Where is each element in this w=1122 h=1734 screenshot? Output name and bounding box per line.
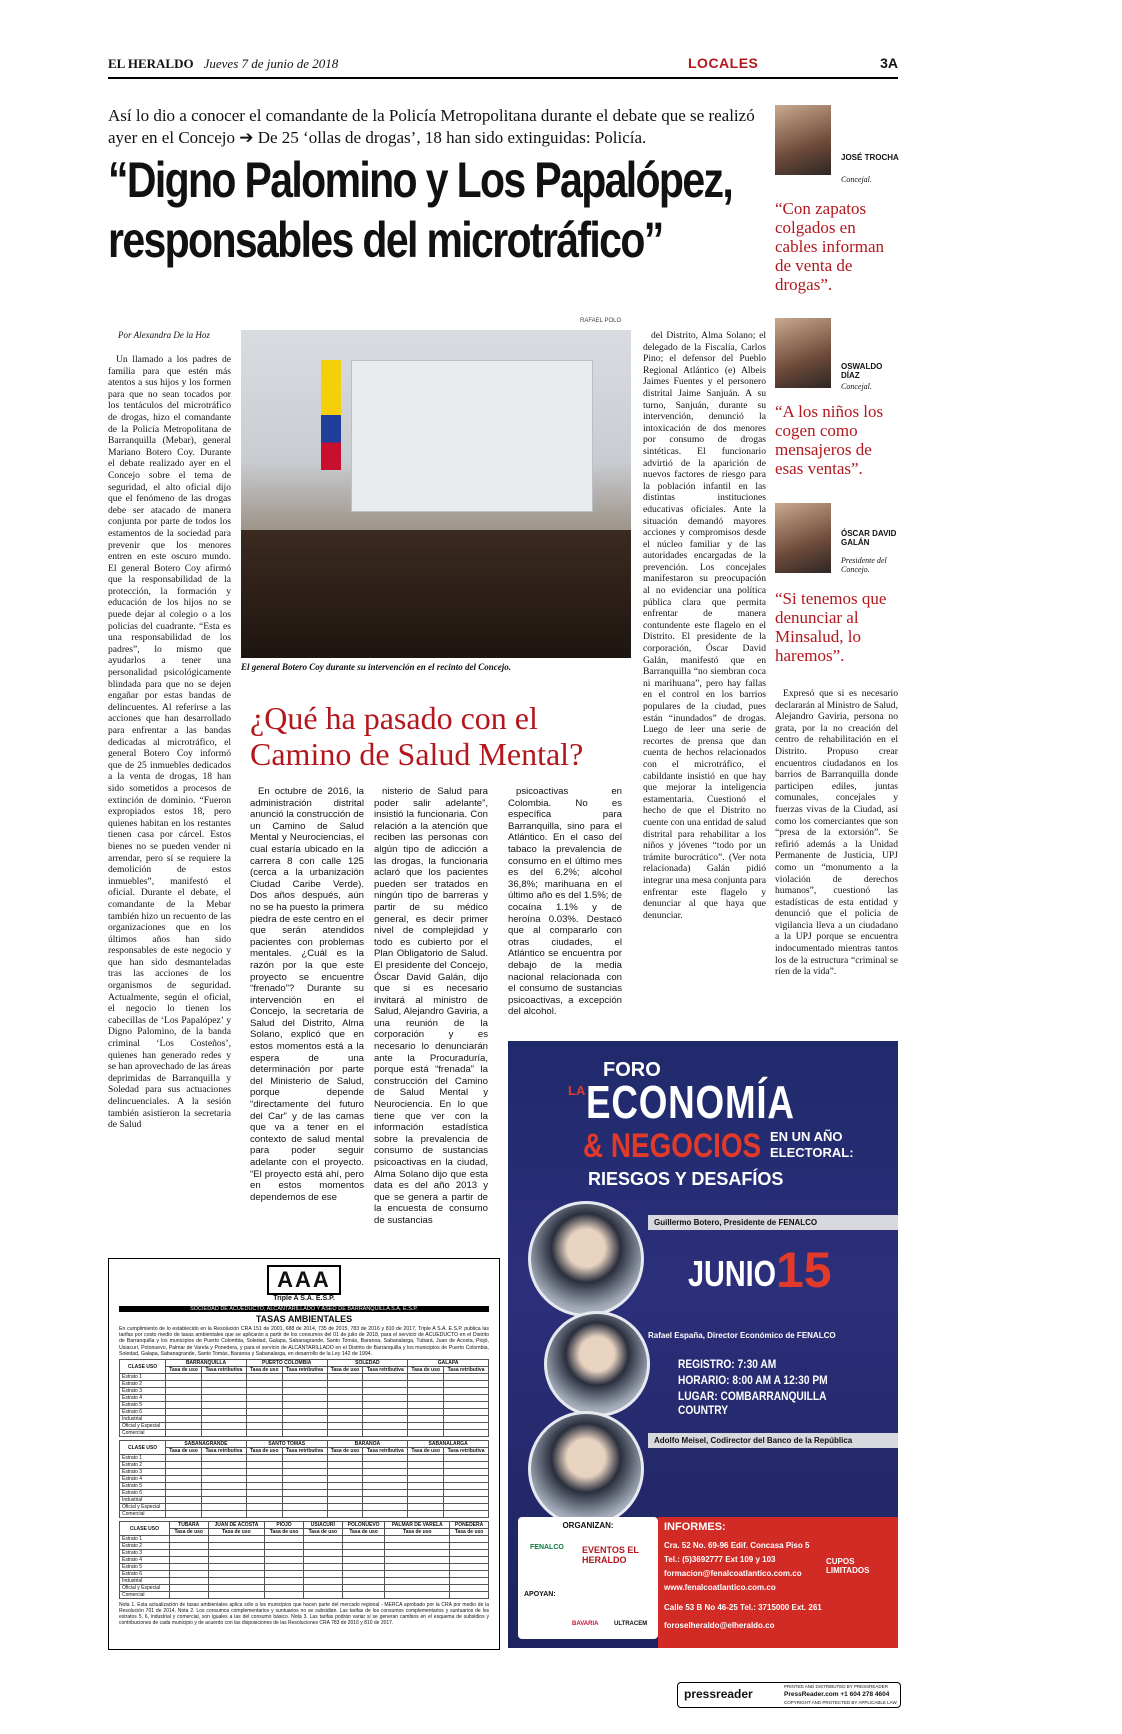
sub-column-2: nisterio de Salud para poder salir adelante”, insistió la funcionaria. Con relación a la atención que reciben las personas con algún tipo de adicción a las drogas, la funcionaria aclaró que los pacientes pueden ser tratados en ningún tipo de barreras y partir de su médico general, es decir primer nivel de complejidad y todo es cubierto por el Plan Obligatorio de Salud. El presidente del Concejo, Óscar David Galán, dijo que si es necesario invitará al ministro de Salud, Alejandro Gaviria, a una reunión de la corporación y es necesario lo denunciarán ante la Procuraduría, porque está “frenada” la construcción del Camino de Salud Mental y Neurociencia. En lo que tiene que ver con la información estadística sobre la prevalencia de consumo de sustancias psicoactivas en la ciudad, Alma Solano dijo que esta data es del año 2013 y que se genera a partir de la encuesta de consumo de sustancias — [374, 786, 488, 1226]
pull-quote: “A los niños los cogen como mensajeros de esas ventas”. — [775, 402, 884, 478]
speaker-photo-1 — [528, 1201, 644, 1317]
photo-caption: El general Botero Coy durante su intervención en el recinto del Concejo. — [241, 662, 511, 672]
tariff-table: CLASE USO TUBARÁ JUAN DE ACOSTA PIOJÓ USIACURÍ POLONUEVO PALMAR DE VARELA PONEDERA Tasa de uso Tasa de uso Tasa de uso Tasa de uso Tasa de uso Tasa de uso Tasa de uso Estrato 1 Estrato 2 Estrato 3 Estrato 4 Estrato 5 Estrato 6 Industrial Oficial y Especial Comercial — [119, 1521, 489, 1599]
informes-box: INFORMES: Cra. 52 No. 69-96 Edif. Concasa Piso 5 Tel.: (5)3692777 Ext 109 y 103 formacion@fenalcoatlantico.com.co www.fenalcoatlantico.com.co CUPOS LIMITADOS Calle 53 B No 46-25 Tel.: 3715000 Ext. 261 foroselheraldo@elheraldo.co — [658, 1517, 898, 1648]
masthead — [108, 55, 898, 79]
issue-date: Jueves 7 de junio de 2018 — [203, 56, 339, 71]
ad-la: LA — [568, 1083, 586, 1098]
ad-day: 15 — [776, 1242, 832, 1298]
eventos-logo: EVENTOS EL HERALDO — [582, 1545, 639, 1565]
kicker-part2: De 25 ‘ollas de drogas’, 18 han sido extinguidas: Policía. — [257, 128, 647, 147]
speaker-photo-2 — [544, 1311, 650, 1417]
ad-foro: FORO — [603, 1059, 661, 1081]
projection-screen — [351, 360, 593, 512]
notice-note: Nota 1. Esta actualización de tasas ambientales aplica sólo a los municipios que hacen parte del mercado regional - MERCA aprobado por la CRA por medio de la Resolución 701 de 2014. Nota 2. Los consumos complementarios y suntuarios no se subsidian. Las tarifas de los consumos complementarios y suntuarios de los estratos 5, 6, industrial y comercial, son iguales a las del consumo básico. Nota 3. Las tarifas podrán variar si se generan cambios en el esquema de subsidios y contribuciones de cada municipio y de acuerdo con las disposiciones de las Resoluciones CRA 783 de 2016 y 810 de 2017. — [119, 1602, 489, 1627]
council-photo — [241, 330, 631, 658]
fenalco-logo: FENALCO — [530, 1544, 564, 1551]
tariff-table: CLASE USO SABANAGRANDE SANTO TOMÁS BARANOA SABANALARGA Tasa de uso Tasa retributiva Tasa de uso Tasa retributiva Tasa de uso Tasa retributiva Tasa de uso Tasa retributiva Estrato 1 Estrato 2 Estrato 3 Estrato 4 Estrato 5 Estrato 6 Industrial Oficial y Especial Comercial — [119, 1440, 489, 1518]
triple-a-logo: AAA Triple A S.A. E.S.P. — [109, 1265, 499, 1302]
speaker-1: Guillermo Botero, Presidente de FENALCO — [648, 1215, 898, 1230]
ad-en-un-ano: EN UN AÑO — [770, 1129, 843, 1144]
kicker-part1: Así lo dio a conocer el comandante de la Policía Metropolitana durante el debate que se realizó ayer en el Concejo — [108, 106, 755, 147]
sub-column-1: En octubre de 2016, la administración distrital anunció la construcción de un Camino de Salud Mental y Neurociencias, el cual estaría ubicado en la carrera 8 con calle 125 (cerca a la urbanización Ciudad Caribe Verde). Dos años después, aún no se ha puesto la primera piedra de este centro en el que serán atendidos pacientes con problemas mentales. ¿Cuál es la razón por la que este proyecto se encuentre “frenado”? Durante su intervención en el Concejo, la secretaria de Salud del Distrito, Alma Solano, explicó que en estos momentos está a la espera de una determinación por parte del Ministerio de Salud, porque depende “directamente del futuro del Car” y de las camas que va a tener en el contexto de salud mental para poder seguir adelante con el proyecto. “El proyecto está ahí, pero en estos momentos dependemos de ese — [250, 786, 364, 1203]
subhead-title: ¿Qué ha pasado con el Camino de Salud Mental? — [250, 700, 584, 772]
bavaria-logo: BAVARIA — [572, 1621, 599, 1627]
person-name: JOSÉ TROCHA — [841, 153, 899, 162]
tariff-tables — [119, 1359, 489, 1599]
person-name: OSWALDO DÍAZ — [841, 362, 883, 380]
portrait-photo — [775, 318, 831, 388]
pressreader-logo: pressreader — [684, 1687, 753, 1701]
ad-registro: REGISTRO: 7:30 AM — [678, 1357, 777, 1371]
ad-lugar: LUGAR: COMBARRANQUILLA COUNTRY — [678, 1389, 827, 1417]
sponsors-box: ORGANIZAN: FENALCO EVENTOS EL HERALDO APOYAN: BAVARIA ULTRACEM — [518, 1517, 658, 1639]
sidebar-person-trocha — [775, 105, 910, 294]
ad-economia: ECONOMÍA — [586, 1076, 795, 1128]
person-name: ÓSCAR DAVID GALÁN — [841, 529, 897, 547]
article-column-3: Expresó que si es necesario declararán al Ministro de Salud, Alejandro Gaviria, persona no grata, por la no creación del centro de rehabilitación en el Distrito. Propuso crear encuentros ciudadanos en los barrios de Barranquilla donde participen ediles, juntas comunales, concejales y fuerzas vivas de la Ciudad, así como los comerciantes que son “presa de la extorsión”. Se refirió además a la Unidad Permanente de Justicia, UPJ como un “monumento a la violación de derechos humanos”, cuestionó las estadísticas de esta entidad y denunció que el policía de vigilancia lleva a un ciudadano a la UPJ porque se encuentra indocumentado mientras tantos los de la estructura “criminal se ríen de la vida”. — [775, 688, 898, 978]
person-role: Concejal. — [841, 175, 872, 184]
pressreader-footer[interactable]: pressreader PRINTED AND DISTRIBUTED BY PRESSREADER PressReader.com +1 604 278 4604 COPYRIGHT AND PROTECTED BY APPLICABLE LAW — [677, 1682, 901, 1708]
photo-credit: RAFAEL POLO — [580, 318, 622, 324]
speaker-3: Adolfo Meisel, Codirector del Banco de la República — [648, 1433, 898, 1448]
section-name: LOCALES — [688, 55, 759, 71]
tariff-table: CLASE USO BARRANQUILLA PUERTO COLOMBIA SOLEDAD GALAPA Tasa de uso Tasa retributiva Tasa de uso Tasa retributiva Tasa de uso Tasa retributiva Tasa de uso Tasa retributiva Estrato 1 Estrato 2 Estrato 3 Estrato 4 Estrato 5 Estrato 6 Industrial Oficial y Especial Comercial — [119, 1359, 489, 1437]
sidebar-person-galan — [775, 503, 910, 665]
pull-quote: “Con zapatos colgados en cables informan de venta de drogas”. — [775, 199, 885, 294]
ad-month: JUNIO — [688, 1253, 777, 1294]
ad-riesgos: RIESGOS Y DESAFÍOS — [588, 1169, 784, 1189]
entity-bar: SOCIEDAD DE ACUEDUCTO, ALCANTARILLADO Y ASEO DE BARRANQUILLA S.A. E.S.P. — [119, 1306, 489, 1312]
colombia-flag — [321, 360, 341, 470]
person-role: Presidente del Concejo. — [841, 556, 887, 574]
speaker-2: Rafael España, Director Económico de FENALCO — [648, 1331, 836, 1340]
sidebar-person-diaz — [775, 318, 910, 478]
byline: Por Alexandra De la Hoz — [118, 330, 210, 340]
publication-name: EL HERALDO — [108, 56, 194, 71]
ad-electoral: ELECTORAL: — [770, 1145, 854, 1160]
foro-economia-ad[interactable] — [508, 1041, 898, 1648]
page-number: 3A — [880, 55, 898, 71]
tasas-ambientales-notice — [108, 1258, 500, 1650]
council-desk — [241, 530, 631, 658]
kicker — [108, 105, 758, 149]
portrait-photo — [775, 105, 831, 175]
notice-intro: En cumplimiento de lo establecido en la Resolución CRA 151 de 2001, 688 de 2014, 735 de 2015, 783 de 2016 y 810 de 2017, Triple A S.A. E.S.P. publica las tarifas por costo medio de tasas ambientales que se aplicarán a partir de los consumos del 01 de julio de 2018, para el servicio de ACUEDUCTO en el Distrito de Barranquilla y los municipios de Puerto Colombia, Soledad, Galapa, Sabanagrande, Santo Tomás, Baranoa, Sabanalarga, Tubará, Juan de Acosta, Piojó, Usiacurí, Polonuevo, Palmar de Varela y Ponedera, y para el servicio de ALCANTARILLADO en el Distrito de Barranquilla y los municipios de Puerto Colombia, Soledad, Galapa, Sabanagrande, Santo Tomás, Baranoa y Sabanalarga, en desarrollo de la Ley 142 de 1994. — [119, 1326, 489, 1357]
person-role: Concejal. — [841, 382, 872, 391]
speaker-photo-3 — [528, 1411, 644, 1527]
article-column-1: Un llamado a los padres de familia para que estén más atentos a sus hijos y los formen para que no sean tocados por los tentáculos del microtráfico de drogas, hizo el comandante de la Policía Metropolitana de Barranquilla (Mebar), general Mariano Botero Coy. Durante el debate realizado ayer en el Concejo sobre el tema de seguridad, el alto oficial dijo que el fenómeno de las drogas debe ser atacado de manera conjunta por parte de todos los estamentos de la sociedad para prevenir que los menores entren en este oscuro mundo. El general Botero Coy afirmó que la responsabilidad de la protección, la formación y educación de los hijos no se puede dejar al colegio o a los policías del cuadrante. “Esta es una responsabilidad de los padres”, lo mismo que ayudarlos a tener una personalidad psicológicamente blindada para que no se dejen engañar por estas bandas de delincuentes. Al referirse a las acciones que han desarrollado para enfrentar a las bandas dedicadas al microtráfico, el general Botero Coy informó que de 25 inmuebles dedicados a la venta de drogas, 18 han sido sometidos a procesos de extinción de dominio. “Fueron expropiados estos 18, pero quienes habitan en los restantes tienen casa por cárcel. Estos bienes no se pueden vender ni arrendar, pero sí se requiere la demolición de estos inmuebles”, manifestó el oficial. Durante el debate, el comandante de la Mebar también hizo un recuento de las organizaciones que en los últimos años han sido responsables de este negocio y que han sido desmanteladas tras las acciones de los organismos de seguridad. Actualmente, según el oficial, el negocio lo tienen los cabecillas de ‘Los Papalópez’ y Digno Palomino, de la banda criminal ‘Los Costeños’, quienes han generado redes y se han aprovechado de las áreas deprimidas de Barranquilla y Soledad para sus actuaciones delincuenciales. A la sesión también asistieron la secretaria de Salud — [108, 354, 231, 1131]
pull-quote: “Si tenemos que denunciar al Minsalud, lo haremos”. — [775, 589, 887, 665]
ad-negocios: & NEGOCIOS — [583, 1127, 762, 1165]
headline: “Digno Palomino y Los Papalópez, responsables del microtráfico” — [108, 152, 733, 268]
notice-title: TASAS AMBIENTALES — [255, 1314, 353, 1324]
arrow-icon: ➔ — [239, 128, 254, 147]
ad-horario: HORARIO: 8:00 AM A 12:30 PM — [678, 1373, 828, 1387]
article-column-2: del Distrito, Alma Solano; el delegado de la Fiscalía, Carlos Pino; el defensor del Pueblo Regional Atlántico (e) Albeis Jaimes Fuentes y el personero distrital Jaime Sanjuán. A su turno, Sanjuán, durante su intervención, denunció la intoxicación de dos menores por consumo de drogas sintéticas. El funcionario advirtió de la aparición de nuevos factores de riesgo para la población infantil en las distintas instituciones educativas oficiales. Ante la situación demandó mayores acciones y compromisos desde el núcleo familiar y de las autoridades encargadas de la prevención. Los concejales manifestaron su preocupación al no evidenciar una política pública clara que permita enfrentar de manera contundente este flagelo en el Distrito. El presidente de la corporación, Óscar David Galán, manifestó que en Barranquilla “no siembran coca ni marihuana”, pero hay fallas en el control en los barrios populares de la ciudad, pues están “inundados” de drogas. Luego de leer una serie de recortes de prensa que dan cuenta de hechos relacionados con el microtráfico, el cabildante insistió en que hay que mejorar la inteligencia estamentaria. Cuestionó el hecho de que el Distrito no cuente con una entidad de salud distrital para rehabilitar a los niños y jóvenes “todo por un trámite burocrático”. (Ver nota relacionada) Galán pidió integrar una mesa conjunta para enfrentar este flagelo y denunciar al que haya que denunciar. — [643, 330, 766, 921]
sub-column-3: psicoactivas en Colombia. No es específica para Barranquilla, sino para el Atlántico. En el caso del tabaco la prevalencia de consumo en el último mes es del 6.2%; alcohol 36,8%; marihuana en el último año es del 1.5%; de cocaína 1.1% y de heroína 0.03%. Destacó que al compararlo con otras ciudades, el Atlántico se encuentra por debajo de la media nacional relacionada con el consumo de sustancias psicoactivas, a excepción del alcohol. — [508, 786, 622, 1018]
portrait-photo — [775, 503, 831, 573]
ultracem-logo: ULTRACEM — [614, 1621, 648, 1627]
